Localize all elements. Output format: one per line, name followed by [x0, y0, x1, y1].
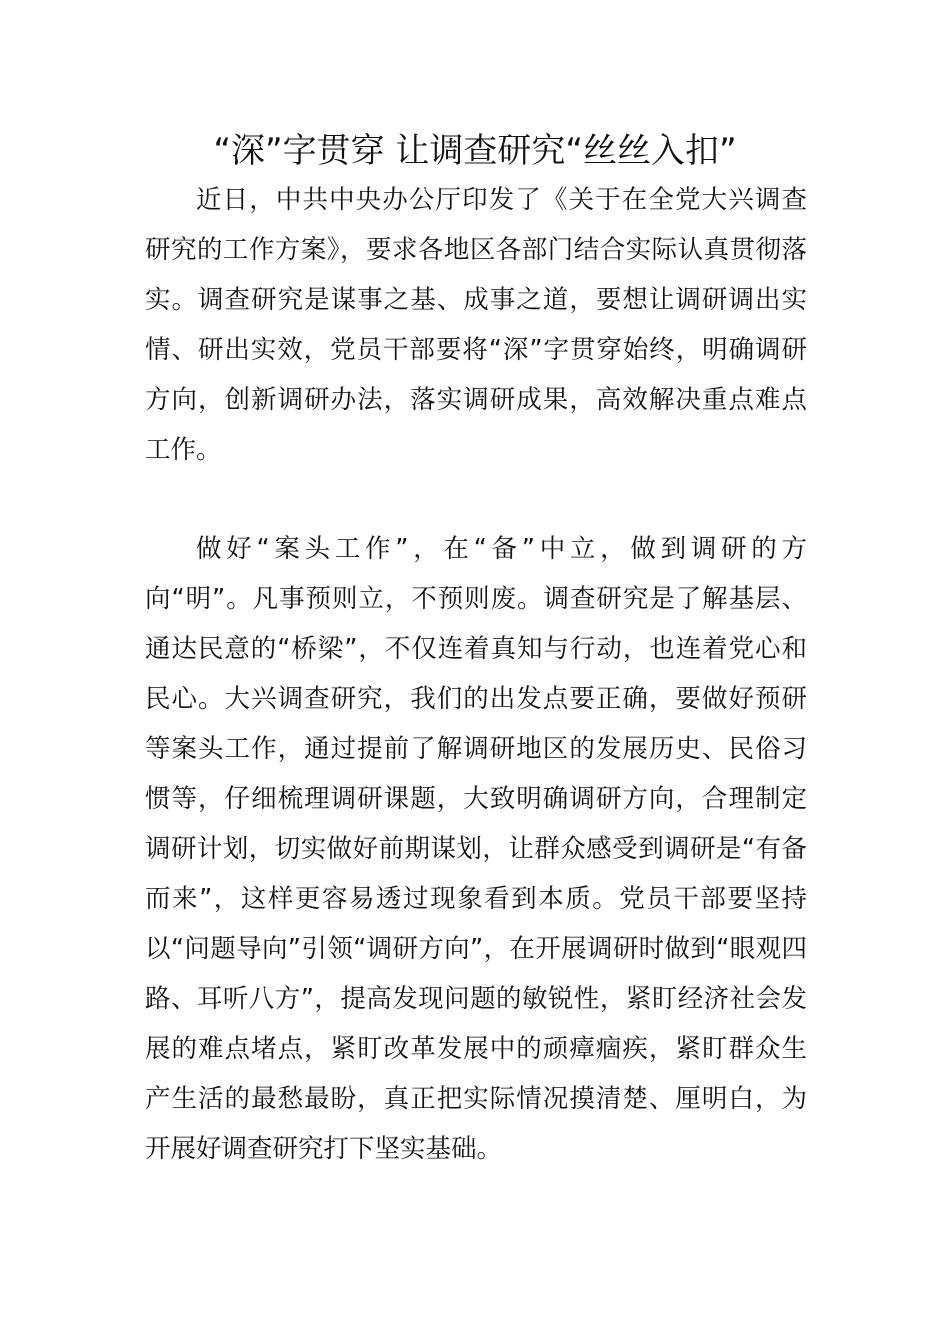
paragraph-intro: 近日，中共中央办公厅印发了《关于在全党大兴调查研究的工作方案》，要求各地区各部门结合实际认真贯彻落实。调查研究是谋事之基、成事之道，要想让调研调出实情、研出实效，党员干部要将“深”字贯穿始终，明确调研方向，创新调研办法，落实调研成果，高效解决重点难点工作。	[145, 185, 807, 465]
paragraph-desk-work: 做好“案头工作”，在“备”中立，做到调研的方向“明”。凡事预则立，不预则废。调查研究是了解基层、通达民意的“桥梁”，不仅连着真知与行动，也连着党心和民心。大兴调查研究，我们的出发点要正确，要做好预研等案头工作，通过提前了解调研地区的发展历史、民俗习惯等，仔细梳理调研课题，大致明确调研方向，合理制定调研计划，切实做好前期谋划，让群众感受到调研是“有备而来”，这样更容易透过现象看到本质。党员干部要坚持以“问题导向”引领“调研方向”，在开展调研时做到“眼观四路、耳听八方”，提高发现问题的敏锐性，紧盯经济社会发展的难点堵点，紧盯改革发展中的顽瘴痼疾，紧盯群众生产生活的最愁最盼，真正把实际情况摸清楚、厘明白，为开展好调查研究打下坚实基础。	[145, 534, 807, 1164]
document-title: “深”字贯穿 让调查研究“丝丝入扣”	[213, 131, 737, 171]
